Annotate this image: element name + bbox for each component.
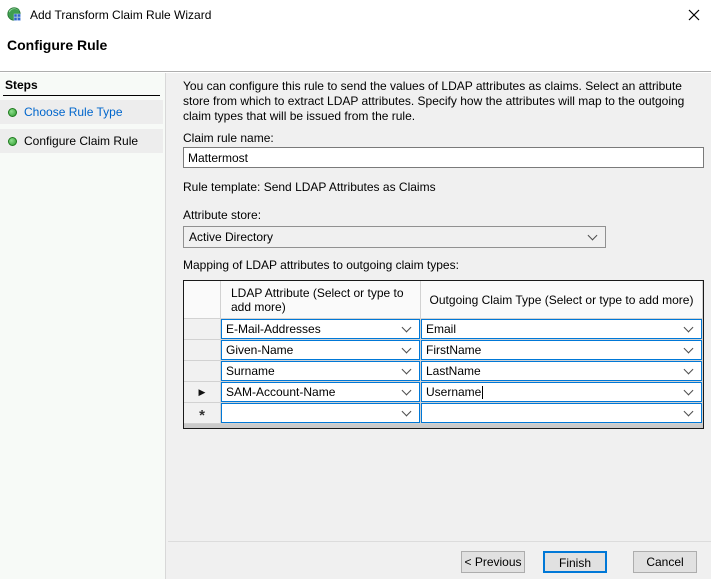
claim-rule-name-input[interactable]: [183, 147, 704, 168]
outgoing-claim-type-select[interactable]: [421, 319, 702, 339]
wizard-header: [0, 30, 711, 72]
row-header-cell[interactable]: [184, 319, 221, 340]
combo-value: Email: [426, 322, 457, 336]
ldap-attribute-select[interactable]: [221, 340, 420, 360]
outgoing-claim-cell: [421, 340, 703, 361]
ldap-attribute-select[interactable]: [221, 361, 420, 381]
combo-value: LastName: [426, 364, 481, 378]
table-row: [184, 319, 703, 340]
ldap-attribute-cell: [221, 319, 421, 340]
outgoing-claim-type-select[interactable]: [421, 361, 702, 381]
combo-value: Given-Name: [226, 343, 294, 357]
ldap-attribute-cell: [221, 361, 421, 382]
outgoing-claim-cell: [421, 382, 703, 403]
combo-value: E-Mail-Addresses: [226, 322, 321, 336]
steps-title: Steps: [5, 78, 38, 92]
step-done-icon: [8, 137, 17, 146]
outgoing-claim-cell: [421, 361, 703, 382]
step-label: Choose Rule Type: [24, 105, 123, 119]
chevron-down-icon: [402, 343, 412, 353]
table-filler-strip: [184, 424, 703, 428]
attribute-store-select[interactable]: [183, 226, 606, 248]
attribute-store-label: Attribute store:: [183, 208, 262, 222]
current-row-indicator-icon: ▶: [198, 386, 206, 397]
new-row-indicator-icon: *: [199, 407, 205, 424]
chevron-down-icon: [402, 406, 412, 416]
mapping-table: [183, 280, 704, 429]
ldap-attribute-cell: [221, 382, 421, 403]
table-row-new: [184, 403, 703, 424]
table-row: [184, 361, 703, 382]
window-title: Add Transform Claim Rule Wizard: [30, 8, 212, 22]
rule-template-text: Rule template: Send LDAP Attributes as Claims: [183, 180, 436, 194]
chevron-down-icon: [402, 385, 412, 395]
cancel-button[interactable]: Cancel: [633, 551, 697, 573]
step-label: Configure Claim Rule: [24, 134, 139, 148]
ldap-attribute-header: LDAP Attribute (Select or type to add more): [221, 281, 421, 319]
step-item-configure-claim-rule[interactable]: [0, 129, 163, 153]
row-header-cell[interactable]: [184, 361, 221, 382]
chevron-down-icon: [684, 343, 694, 353]
outgoing-claim-type-header: Outgoing Claim Type (Select or type to add more): [421, 281, 703, 319]
steps-panel: [0, 73, 166, 579]
previous-button[interactable]: < Previous: [461, 551, 525, 573]
finish-button[interactable]: Finish: [543, 551, 607, 573]
outgoing-claim-type-select[interactable]: [421, 340, 702, 360]
footer-separator: [168, 541, 711, 542]
outgoing-claim-cell: [421, 319, 703, 340]
table-row: [184, 382, 703, 403]
close-button[interactable]: [683, 4, 705, 26]
description-text: You can configure this rule to send the values of LDAP attributes as claims. Select an attribute store from which to extract LDAP attributes. Specify how the attributes will map to the outgoing claim types that will be issued from the rule.: [183, 79, 685, 123]
mapping-label: Mapping of LDAP attributes to outgoing claim types:: [183, 258, 459, 272]
table-header-row: [184, 281, 703, 319]
chevron-down-icon: [402, 364, 412, 374]
row-header-cell[interactable]: [184, 382, 221, 403]
row-header-corner-cell: [184, 281, 221, 319]
titlebar: [0, 0, 711, 30]
page-title: Configure Rule: [7, 37, 108, 53]
adfs-wizard-icon: [7, 7, 23, 23]
ldap-attribute-select[interactable]: [221, 319, 420, 339]
chevron-down-icon: [588, 230, 598, 240]
ldap-attribute-cell: [221, 340, 421, 361]
configure-rule-panel: [167, 73, 711, 579]
ldap-attribute-select[interactable]: [221, 382, 420, 402]
outgoing-claim-type-select[interactable]: [421, 403, 702, 423]
step-item-choose-rule-type[interactable]: [0, 100, 163, 124]
combo-value: FirstName: [426, 343, 482, 357]
chevron-down-icon: [402, 322, 412, 332]
close-icon: [688, 9, 700, 21]
outgoing-claim-type-select[interactable]: [421, 382, 702, 402]
chevron-down-icon: [684, 322, 694, 332]
wizard-body: [0, 73, 711, 579]
claim-rule-name-label: Claim rule name:: [183, 131, 274, 145]
combo-value: SAM-Account-Name: [226, 385, 336, 399]
combo-value: Username: [426, 385, 482, 399]
outgoing-claim-cell: [421, 403, 703, 424]
text-cursor: [482, 386, 483, 399]
chevron-down-icon: [684, 364, 694, 374]
ldap-attribute-select[interactable]: [221, 403, 420, 423]
steps-divider: [3, 95, 160, 96]
row-header-cell[interactable]: [184, 403, 221, 424]
chevron-down-icon: [684, 385, 694, 395]
row-header-cell[interactable]: [184, 340, 221, 361]
combo-value: Surname: [226, 364, 275, 378]
ldap-attribute-cell: [221, 403, 421, 424]
chevron-down-icon: [684, 406, 694, 416]
attribute-store-value: Active Directory: [189, 230, 274, 244]
step-done-icon: [8, 108, 17, 117]
table-row: [184, 340, 703, 361]
